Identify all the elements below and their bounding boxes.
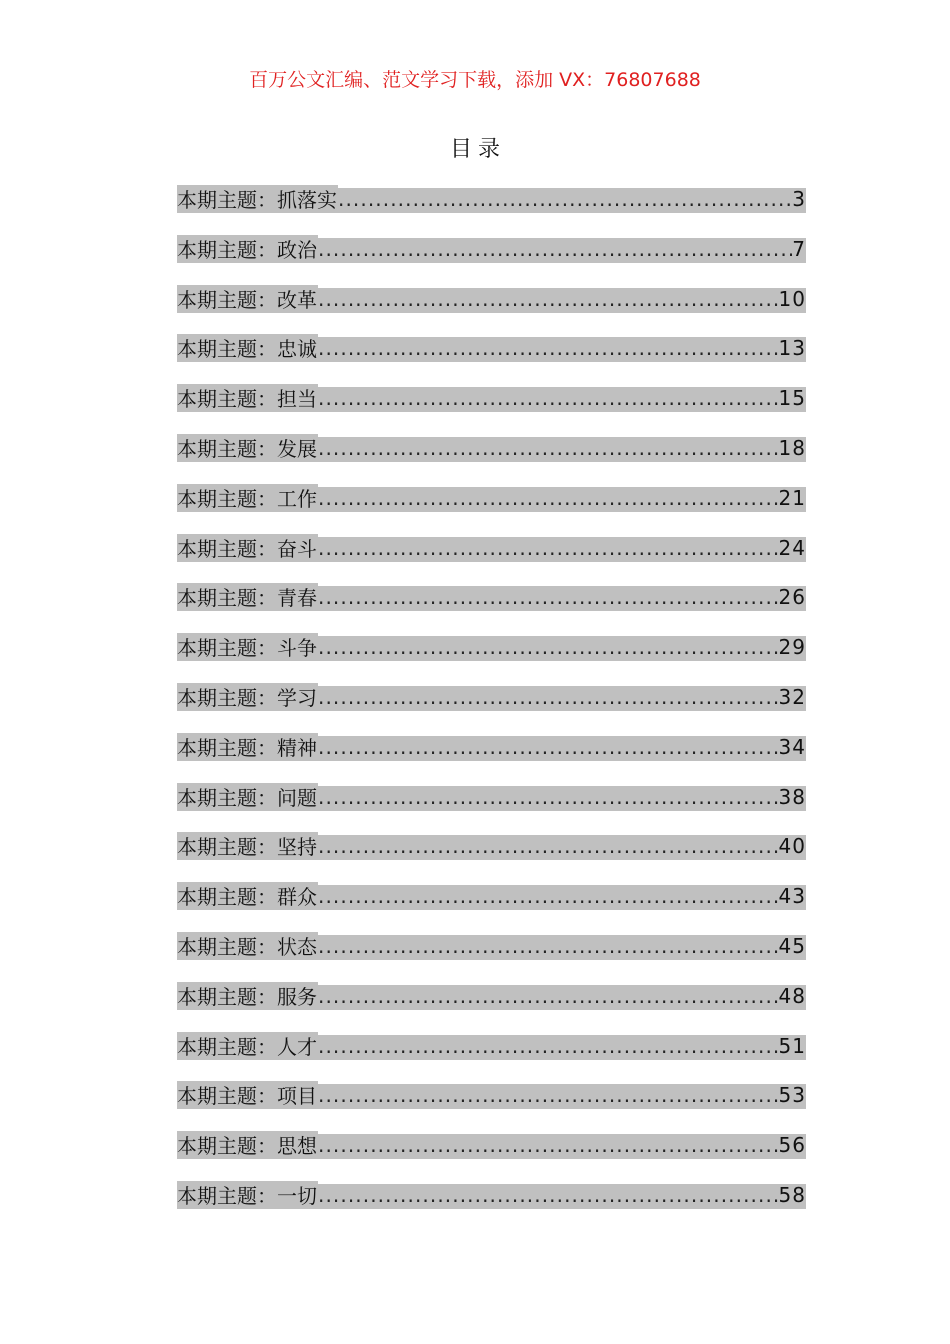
- toc-entry[interactable]: [177, 831, 806, 881]
- toc-entry-title: 本期主题：坚持: [177, 832, 318, 860]
- toc-entry-page: 58: [778, 1182, 806, 1207]
- toc-entry-page: 7: [792, 236, 806, 261]
- toc-entry-page: 34: [778, 734, 806, 759]
- toc-entry-title: 本期主题：状态: [177, 932, 318, 960]
- toc-entry-title: 本期主题：青春: [177, 583, 318, 611]
- toc-entry-page: 51: [778, 1033, 806, 1058]
- dot-leader: [318, 1132, 779, 1158]
- toc-entry-title: 本期主题：学习: [177, 683, 318, 711]
- toc-entry-page: 56: [778, 1133, 806, 1158]
- toc-entry[interactable]: [177, 333, 806, 383]
- toc-entry-page: 21: [778, 485, 806, 510]
- dot-leader: [318, 1033, 779, 1059]
- dot-leader: [318, 734, 779, 760]
- toc-entry-title: 本期主题：人才: [177, 1032, 318, 1060]
- dot-leader: [318, 584, 779, 610]
- toc-entry-title: 本期主题：群众: [177, 882, 318, 910]
- dot-leader: [318, 983, 779, 1009]
- toc-entry[interactable]: [177, 433, 806, 483]
- toc-entry-page: 53: [778, 1083, 806, 1108]
- toc-entry-title: 本期主题：服务: [177, 982, 318, 1010]
- toc-entry[interactable]: [177, 533, 806, 583]
- toc-entry-title: 本期主题：斗争: [177, 633, 318, 661]
- dot-leader: [318, 933, 779, 959]
- toc-entry[interactable]: [177, 284, 806, 334]
- table-of-contents: [177, 184, 806, 1230]
- toc-entry-page: 38: [778, 784, 806, 809]
- dot-leader: [318, 684, 779, 710]
- toc-entry-page: 24: [778, 535, 806, 560]
- toc-entry[interactable]: [177, 732, 806, 782]
- dot-leader: [318, 236, 792, 262]
- toc-entry[interactable]: [177, 1130, 806, 1180]
- toc-entry-title: 本期主题：工作: [177, 484, 318, 512]
- toc-entry-page: 15: [778, 386, 806, 411]
- toc-entry[interactable]: [177, 1180, 806, 1230]
- toc-entry-page: 43: [778, 884, 806, 909]
- toc-entry[interactable]: [177, 682, 806, 732]
- toc-entry[interactable]: [177, 782, 806, 832]
- dot-leader: [318, 634, 779, 660]
- dot-leader: [318, 784, 779, 810]
- toc-title: 目录: [449, 137, 506, 162]
- toc-entry-title: 本期主题：思想: [177, 1131, 318, 1159]
- toc-entry-title: 本期主题：问题: [177, 783, 318, 811]
- toc-entry[interactable]: [177, 483, 806, 533]
- toc-entry[interactable]: [177, 881, 806, 931]
- toc-entry-page: 29: [778, 635, 806, 660]
- toc-entry-title: 本期主题：抓落实: [177, 185, 338, 213]
- dot-leader: [318, 883, 779, 909]
- dot-leader: [318, 286, 779, 312]
- toc-entry-page: 10: [778, 286, 806, 311]
- dot-leader: [338, 186, 792, 212]
- toc-entry-title: 本期主题：发展: [177, 434, 318, 462]
- dot-leader: [318, 385, 779, 411]
- toc-entry-page: 48: [778, 983, 806, 1008]
- toc-entry[interactable]: [177, 234, 806, 284]
- dot-leader: [318, 1182, 779, 1208]
- toc-entry-title: 本期主题：项目: [177, 1081, 318, 1109]
- dot-leader: [318, 335, 779, 361]
- toc-entry[interactable]: [177, 582, 806, 632]
- toc-entry-title: 本期主题：政治: [177, 235, 318, 263]
- toc-entry-page: 32: [778, 684, 806, 709]
- header-banner: 百万公文汇编、范文学习下载，添加 VX：76807688: [249, 69, 701, 91]
- dot-leader: [318, 535, 779, 561]
- toc-entry[interactable]: [177, 981, 806, 1031]
- dot-leader: [318, 1082, 779, 1108]
- dot-leader: [318, 485, 779, 511]
- toc-entry[interactable]: [177, 1031, 806, 1081]
- toc-entry-page: 45: [778, 933, 806, 958]
- toc-entry-title: 本期主题：忠诚: [177, 334, 318, 362]
- toc-entry[interactable]: [177, 1080, 806, 1130]
- toc-entry-page: 18: [778, 435, 806, 460]
- dot-leader: [318, 435, 779, 461]
- toc-entry-title: 本期主题：一切: [177, 1181, 318, 1209]
- toc-entry[interactable]: [177, 931, 806, 981]
- toc-entry-page: 13: [778, 336, 806, 361]
- toc-entry-title: 本期主题：精神: [177, 733, 318, 761]
- toc-entry-page: 26: [778, 585, 806, 610]
- toc-entry-title: 本期主题：担当: [177, 384, 318, 412]
- toc-entry-title: 本期主题：改革: [177, 285, 318, 313]
- toc-entry-page: 3: [792, 187, 806, 211]
- dot-leader: [318, 833, 779, 859]
- toc-entry-page: 40: [778, 834, 806, 859]
- toc-entry[interactable]: [177, 383, 806, 433]
- toc-entry-title: 本期主题：奋斗: [177, 534, 318, 562]
- toc-entry[interactable]: [177, 632, 806, 682]
- toc-entry[interactable]: [177, 184, 806, 234]
